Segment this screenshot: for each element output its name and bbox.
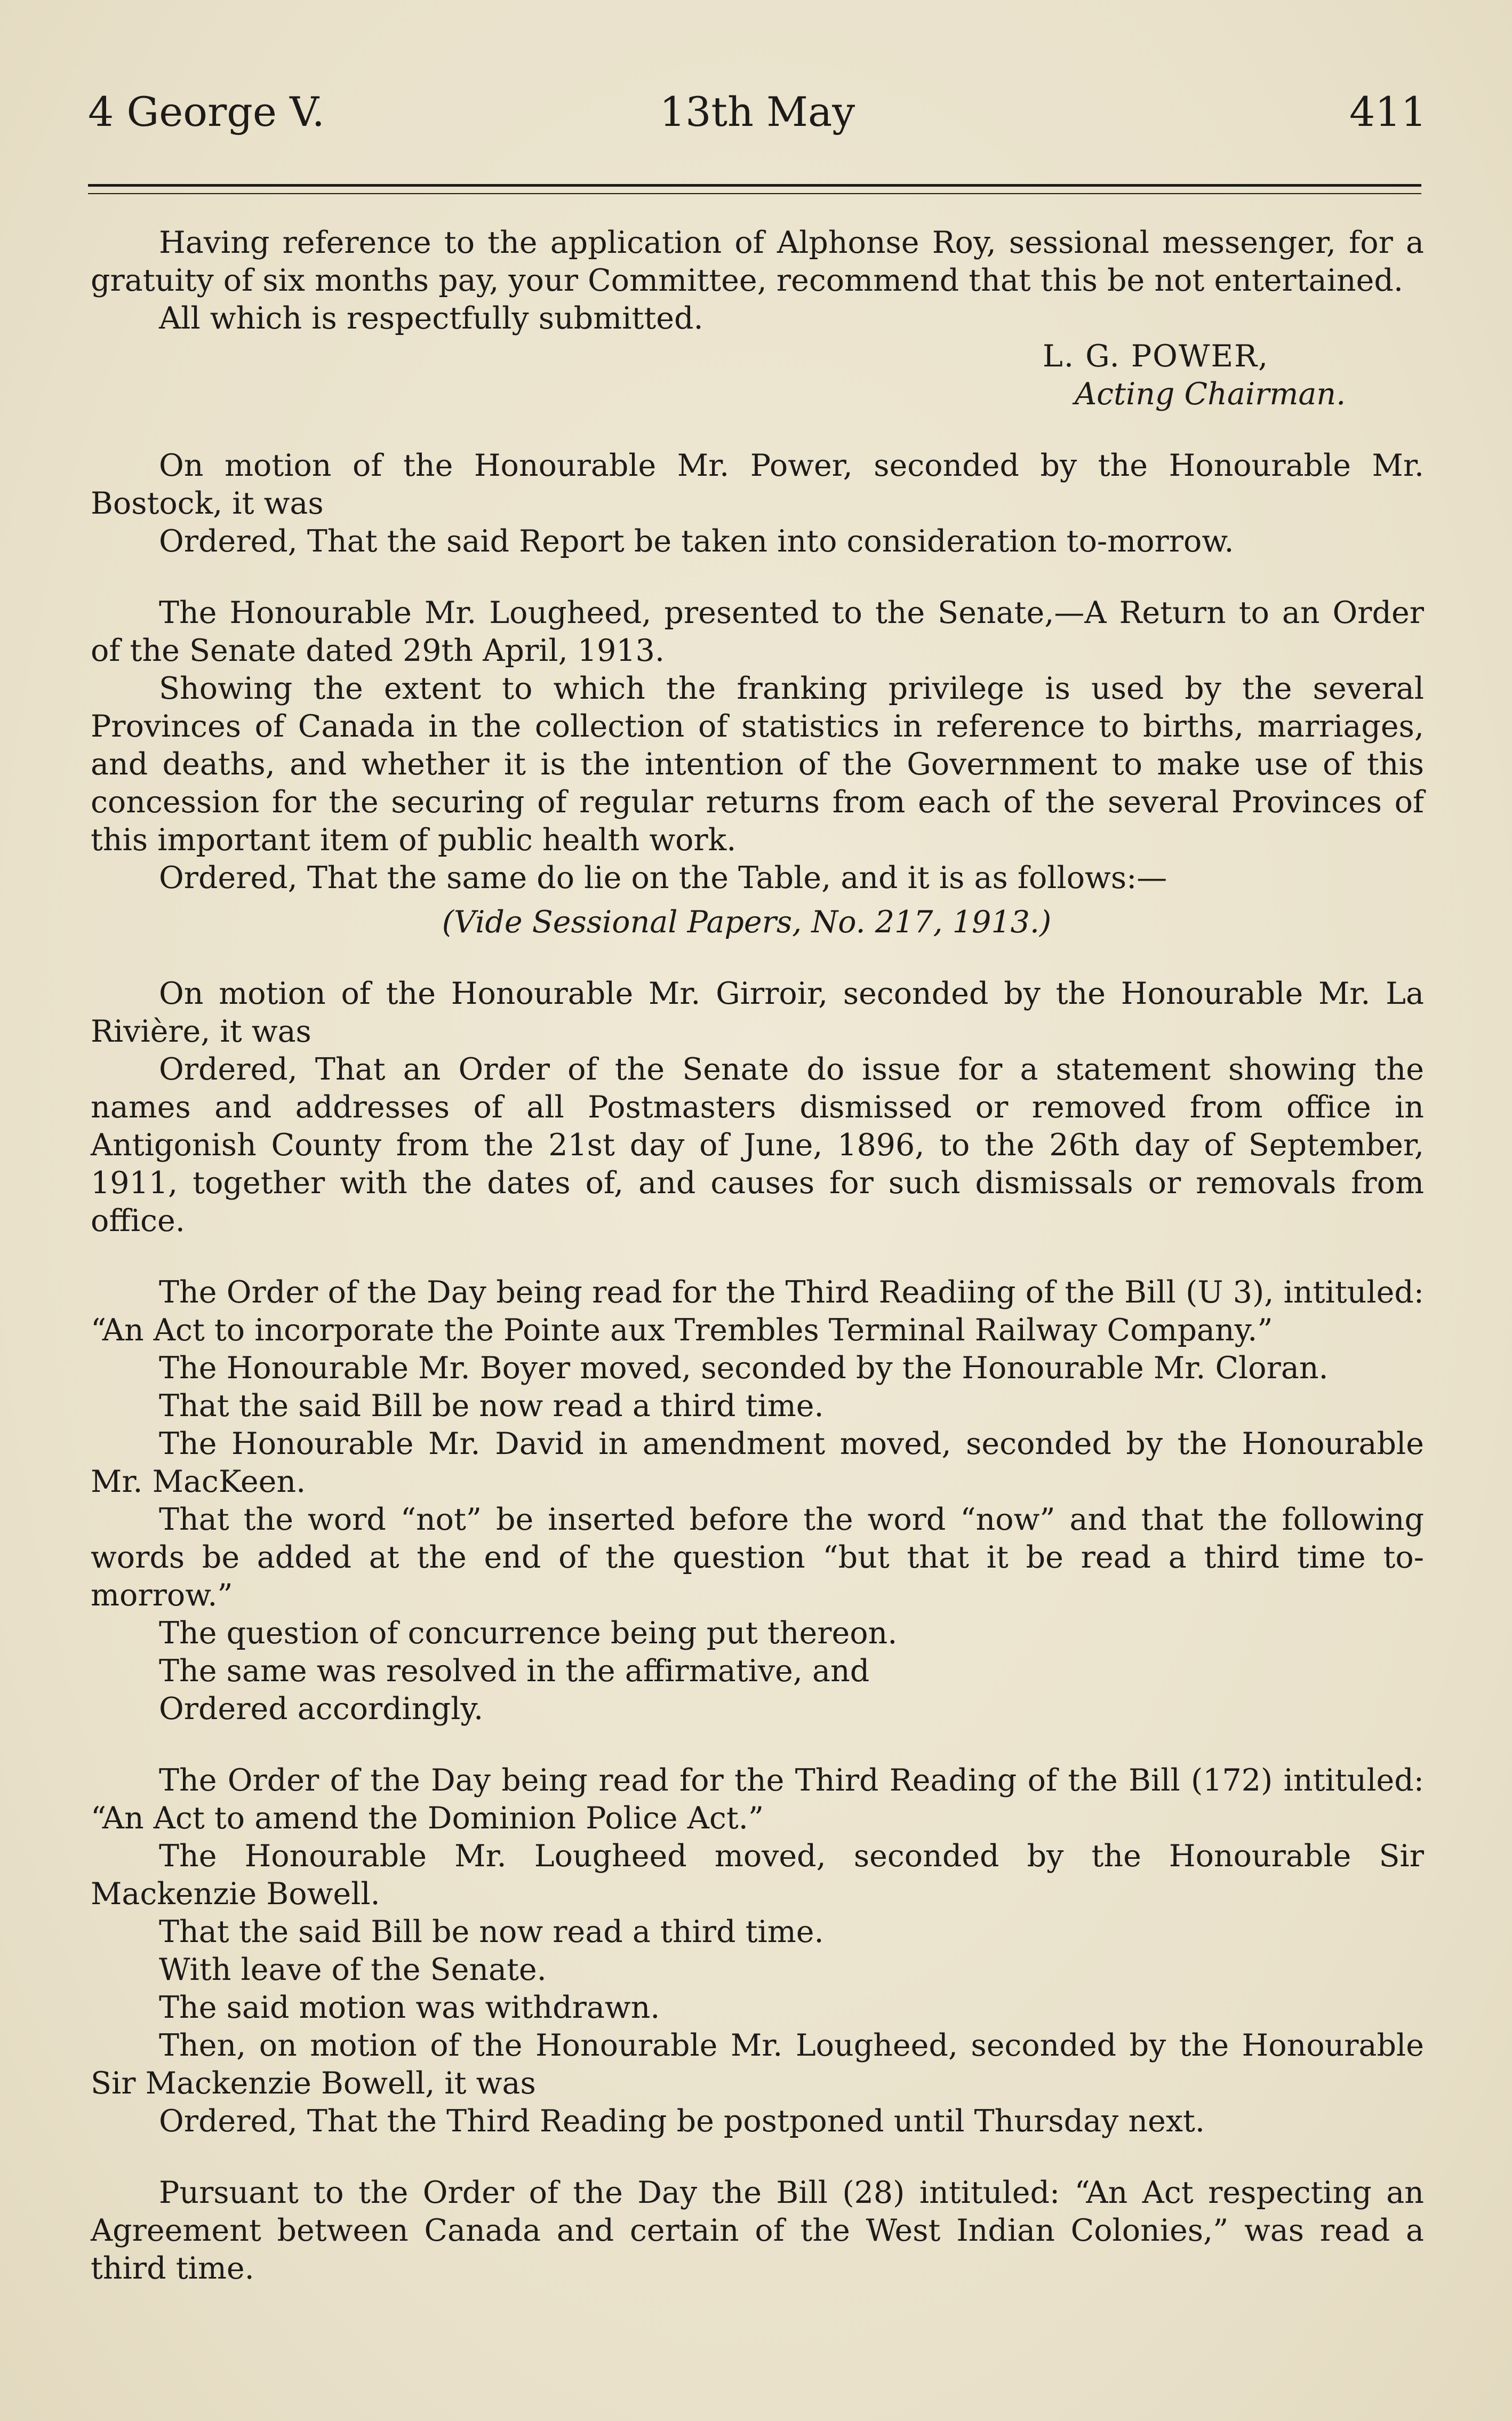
motion-paragraph: The Honourable Mr. Boyer moved, seconded by the Honourable Mr. Cloran.	[159, 1351, 1329, 1386]
resolution-paragraph: The same was resolved in the affirmative, and	[159, 1653, 870, 1689]
return-paragraph: The Honourable Mr. Lougheed, presented to the Senate,—A Return to an Order of the Senate dated 29th April, 1913.	[91, 595, 1424, 668]
order-paragraph: Ordered accordingly.	[159, 1691, 484, 1727]
motion-paragraph: On motion of the Honourable Mr. Power, seconded by the Honourable Mr. Bostock, it was	[91, 448, 1424, 521]
order-paragraph: Ordered, That the same do lie on the Table, and it is as follows:—	[159, 860, 1167, 896]
withdrawn-paragraph: The said motion was withdrawn.	[159, 1990, 660, 2025]
amendment-text: That the word “not” be inserted before the word “now” and that the following words be added at the end of the question “but that it be read a third time to-morrow.”	[91, 1502, 1424, 1613]
header-date: 13th May	[659, 88, 855, 135]
signature-title: Acting Chairman.	[1075, 377, 1346, 412]
signature-block	[91, 338, 1424, 413]
motion-paragraph: On motion of the Honourable Mr. Girroir, seconded by the Honourable Mr. La Rivière, it was	[91, 976, 1424, 1049]
order-of-day-paragraph: The Order of the Day being read for the Third Reading of the Bill (172) intituled: “An Act to amend the Dominion Police Act.”	[91, 1763, 1424, 1836]
report-closing: All which is respectfully submitted.	[159, 301, 703, 336]
motion-paragraph: Then, on motion of the Honourable Mr. Lougheed, seconded by the Honourable Sir Mackenzie Bowell, it was	[91, 2028, 1424, 2101]
page-header	[88, 80, 1427, 144]
header-rule-thick	[88, 184, 1421, 187]
leave-paragraph: With leave of the Senate.	[159, 1952, 547, 1987]
return-description: Showing the extent to which the franking privilege is used by the several Provinces of Canada in the collection of statistics in reference to births, marriages, and deaths, and whether it is the intention of the Government to make use of this concession for the securing of regular returns from each of the several Provinces of this important item of public health work.	[91, 671, 1424, 858]
motion-paragraph: The Honourable Mr. Lougheed moved, seconded by the Honourable Sir Mackenzie Bowell.	[91, 1839, 1424, 1912]
header-rule-thin	[88, 193, 1421, 194]
vide-reference: (Vide Sessional Papers, No. 217, 1913.)	[442, 905, 1052, 940]
order-paragraph: Ordered, That the said Report be taken into consideration to-morrow.	[159, 524, 1234, 559]
order-of-day-paragraph: The Order of the Day being read for the Third Readiing of the Bill (U 3), intituled: “An Act to incorporate the Pointe aux Trembles Terminal Railway Company.”	[91, 1275, 1424, 1348]
order-of-day-paragraph: Pursuant to the Order of the Day the Bill (28) intituled: “An Act respecting an Agreement between Canada and certain of the West Indian Colonies,” was read a third time.	[91, 2175, 1424, 2286]
report-paragraph: Having reference to the application of Alphonse Roy, sessional messenger, for a gratuity of six months pay, your Committee, recommend that this be not entertained.	[91, 225, 1424, 298]
motion-paragraph: That the said Bill be now read a third time.	[159, 1914, 824, 1949]
motion-paragraph: That the said Bill be now read a third time.	[159, 1388, 824, 1424]
order-paragraph: Ordered, That the Third Reading be postponed until Thursday next.	[159, 2104, 1205, 2139]
question-paragraph: The question of concurrence being put thereon.	[159, 1616, 898, 1651]
header-page-number: 411	[1349, 88, 1427, 135]
signature-name: L. G. POWER,	[1043, 339, 1269, 374]
amendment-paragraph: The Honourable Mr. David in amendment moved, seconded by the Honourable Mr. MacKeen.	[91, 1426, 1424, 1499]
header-regnal-year: 4 George V.	[88, 88, 325, 135]
document-body	[91, 224, 1424, 2288]
order-paragraph: Ordered, That an Order of the Senate do issue for a statement showing the names and addresses of all Postmasters dismissed or removed from office in Antigonish County from the 21st day of June, 1896, to the 26th day of September, 1911, together with the dates of, and causes for such dismissals or removals from office.	[91, 1052, 1424, 1239]
